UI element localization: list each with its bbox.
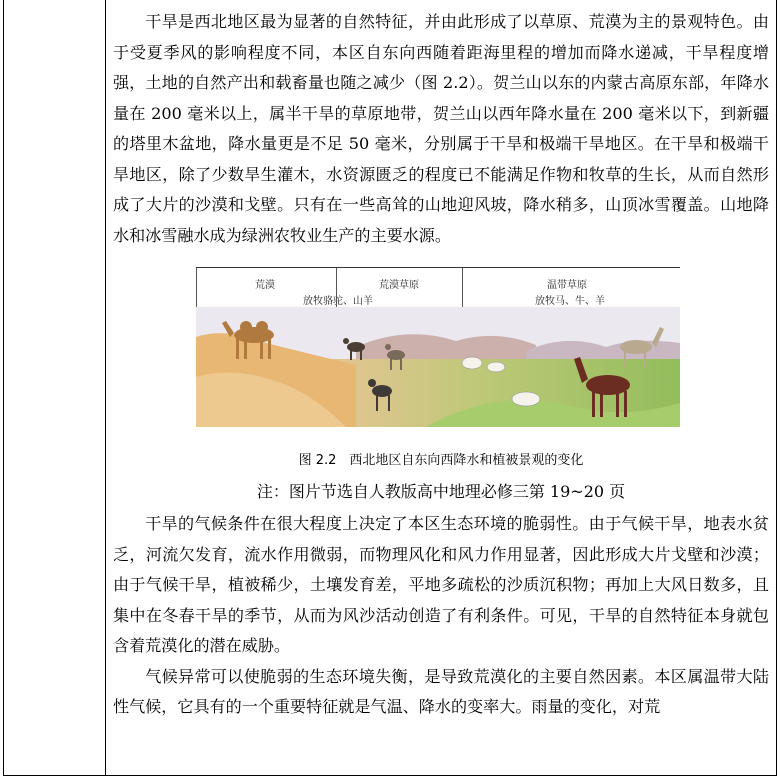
figure-zone-header bbox=[196, 267, 680, 309]
paragraph-fragility: 干旱的气候条件在很大程度上决定了本区生态环境的脆弱性。由于气候干旱，地表水贫乏，河流欠发育，流水作用微弱，而物理风化和风力作用显著，因此形成大片戈壁和沙漠；由于气候干旱，植被稀少，土壤发育差，平地多疏松的沙质沉积物；再加上大风日数多，且集中在冬春干旱的季节，从而为风沙活动创造了有利条件。可见，干旱的自然特征本身就包含着荒漠化的潜在威胁。 bbox=[113, 514, 769, 655]
landscape-illustration bbox=[196, 307, 680, 427]
zone-desert-label: 荒漠 bbox=[255, 280, 275, 291]
zone-temperate-steppe bbox=[462, 268, 681, 308]
zone-desert-grazing: 放牧骆驼、山羊 bbox=[303, 296, 373, 307]
document-content bbox=[113, 0, 769, 723]
table-column-divider bbox=[105, 0, 106, 775]
paragraph-aridity: 干旱是西北地区最为显著的自然特征，并由此形成了以草原、荒漠为主的景观特色。由于受夏季风的影响程度不同，本区自东向西随着距海里程的增加而降水递减，干旱程度增强，土地的自然产出和载畜量也随之减少（图 2.2）。贺兰山以东的内蒙古高原东部，年降水量在 200 毫米以上，属半干旱的草原地带，贺兰山以西年降水量在 200 毫米以下，到新疆的塔里木盆地，降水量更是不足 50 毫米，分别属于干旱和极端干旱地区。在干旱和极端干旱地区，除了少数旱生灌木，水资源匮乏的程度已不能满足作物和牧草的生长，从而自然形成了大片的沙漠和戈壁。只有在一些高耸的山地迎风坡，降水稍多，山顶冰雪覆盖。山地降水和冰雪融水成为绿洲农牧业生产的主要水源。 bbox=[113, 12, 769, 245]
zone-temperate-steppe-label: 温带草原 bbox=[547, 280, 587, 291]
zone-desert-steppe bbox=[336, 268, 463, 308]
zone-temperate-steppe-grazing: 放牧马、牛、羊 bbox=[535, 296, 605, 307]
zone-desert-steppe-label: 荒漠草原 bbox=[379, 280, 419, 291]
paragraph-climate-anomaly: 气候异常可以使脆弱的生态环境失衡，是导致荒漠化的主要自然因素。本区属温带大陆性气候，它具有的一个重要特征就是气温、降水的变率大。雨量的变化，对荒 bbox=[113, 666, 769, 716]
zone-desert bbox=[196, 268, 373, 308]
figure-note: 注：图片节选自人教版高中地理必修三第 19~20 页 bbox=[256, 482, 626, 501]
figure-landscape bbox=[196, 267, 680, 427]
figure-caption: 图 2.2 西北地区自东向西降水和植被景观的变化 bbox=[298, 453, 584, 468]
